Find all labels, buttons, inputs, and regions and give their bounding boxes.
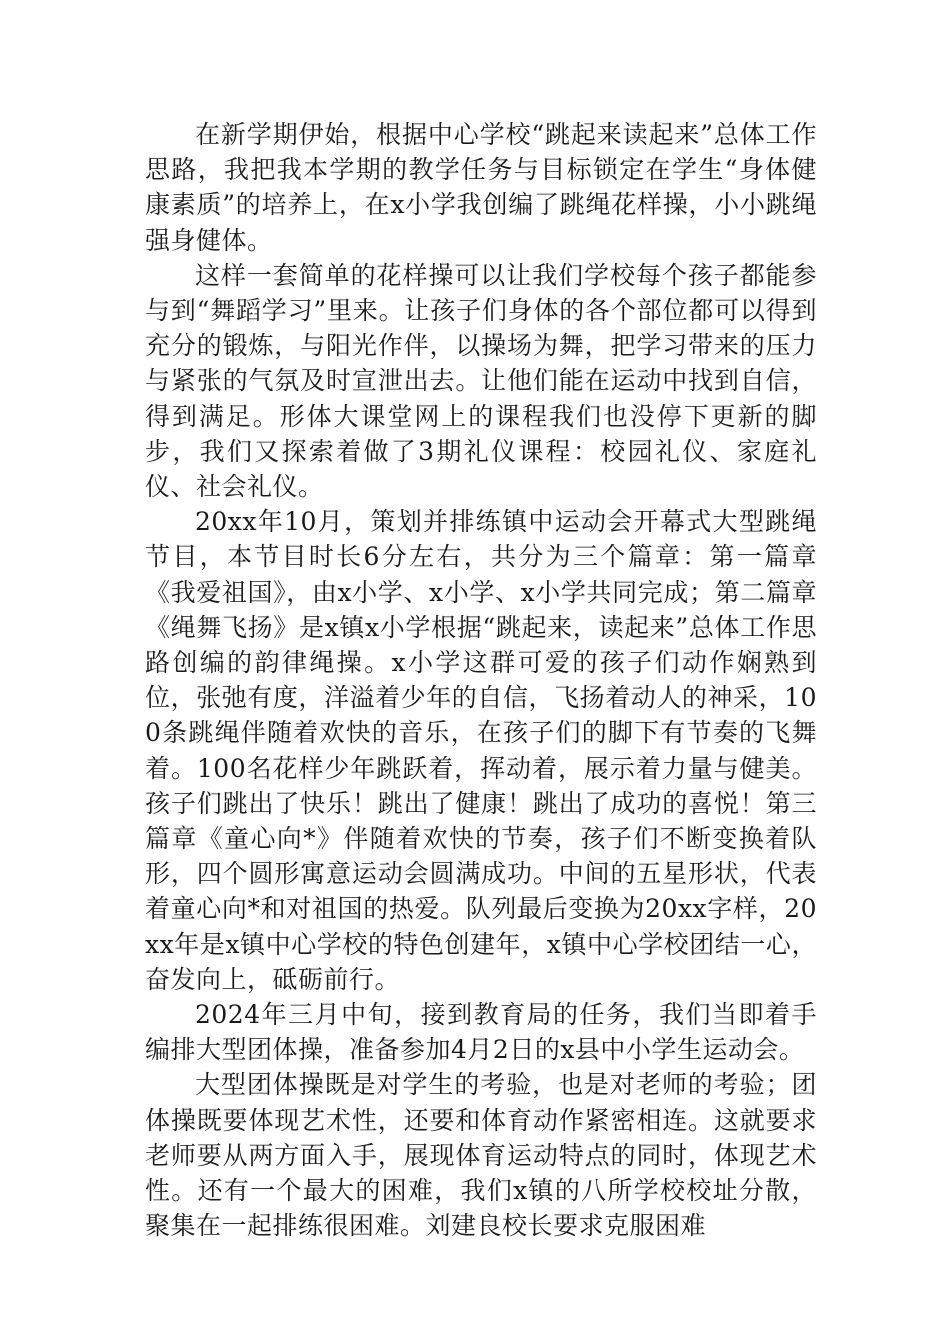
paragraph-2: 这样一套简单的花样操可以让我们学校每个孩子都能参与到“舞蹈学习”里来。让孩子们身体的各个部位都可以得到充分的锻炼，与阳光作伴，以操场为舞，把学习带来的压力与紧张的气氛及时宣泄出去。让他们能在运动中找到自信，得到满足。形体大课堂网上的课程我们也没停下更新的脚步，我们又探索着做了3期礼仪课程：校园礼仪、家庭礼仪、社会礼仪。 bbox=[145, 260, 817, 502]
document-body bbox=[145, 117, 817, 1244]
paragraph-1: 在新学期伊始，根据中心学校“跳起来读起来”总体工作思路，我把我本学期的教学任务与目标锁定在学生“身体健康素质”的培养上，在x小学我创编了跳绳花样操，小小跳绳强身健体。 bbox=[145, 120, 817, 255]
paragraph-5: 大型团体操既是对学生的考验，也是对老师的考验；团体操既要体现艺术性，还要和体育动作紧密相连。这就要求老师要从两方面入手，展现体育运动特点的同时，体现艺术性。还有一个最大的困难，我们x镇的八所学校校址分散，聚集在一起排练很困难。刘建良校长要求克服困难 bbox=[145, 1070, 817, 1241]
paragraph-3: 20xx年10月，策划并排练镇中运动会开幕式大型跳绳节目，本节目时长6分左右，共分为三个篇章：第一篇章《我爱祖国》，由x小学、x小学、x小学共同完成；第二篇章《绳舞飞扬》是x镇x小学根据“跳起来，读起来”总体工作思路创编的韵律绳操。x小学这群可爱的孩子们动作娴熟到位，张弛有度，洋溢着少年的自信，飞扬着动人的神采，100条跳绳伴随着欢快的音乐，在孩子们的脚下有节奏的飞舞着。100名花样少年跳跃着，挥动着，展示着力量与健美。孩子们跳出了快乐！跳出了健康！跳出了成功的喜悦！第三篇章《童心向*》伴随着欢快的节奏，孩子们不断变换着队形，四个圆形寓意运动会圆满成功。中间的五星形状，代表着童心向*和对祖国的热爱。队列最后变换为20xx字样，20xx年是x镇中心学校的特色创建年，x镇中心学校团结一心，奋发向上，砥砺前行。 bbox=[145, 507, 817, 994]
paragraph-4: 2024年三月中旬，接到教育局的任务，我们当即着手编排大型团体操，准备参加4月2日的x县中小学生运动会。 bbox=[145, 1000, 817, 1065]
